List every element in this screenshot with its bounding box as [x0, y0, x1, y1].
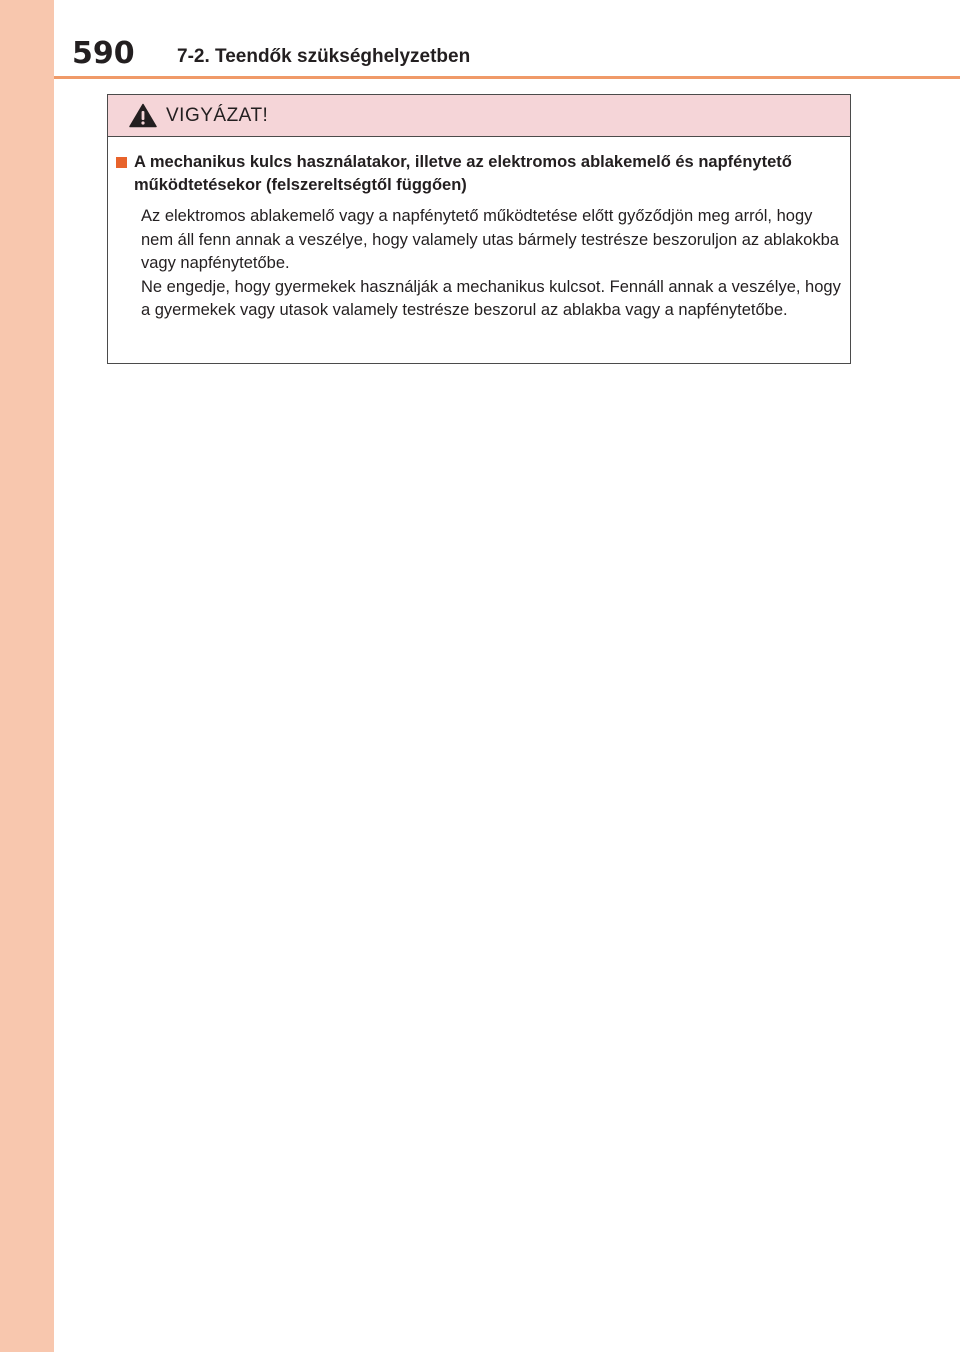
caution-title: VIGYÁZAT! [166, 105, 269, 126]
side-color-band [0, 0, 54, 1352]
caution-box [107, 94, 851, 364]
caution-header [108, 95, 850, 137]
item-heading-text: A mechanikus kulcs használatakor, illetve az elektromos ablakemelő és napfénytető működtetésekor (felszereltségtől függően) [134, 153, 792, 194]
bullet-square-icon [116, 157, 127, 168]
section-title: 7-2. Teendők szükséghelyzetben [177, 46, 471, 67]
warning-triangle-icon [129, 103, 157, 128]
caution-body [108, 137, 850, 323]
paragraph-1: Az elektromos ablakemelő vagy a napfénytető működtetése előtt győződjön meg arról, hogy nem áll fenn annak a veszélye, hogy valamely utas bármely testrésze beszoruljon az ablakokba vagy napfénytetőbe. [141, 207, 839, 272]
header-divider [54, 76, 960, 79]
item-heading [116, 151, 842, 197]
page-number: 590 [72, 36, 135, 71]
paragraph-2: Ne engedje, hogy gyermekek használják a mechanikus kulcsot. Fennáll annak a veszélye, hogy a gyermekek vagy utasok valamely testrésze beszorul az ablakba vagy a napfénytetőbe. [141, 277, 841, 319]
